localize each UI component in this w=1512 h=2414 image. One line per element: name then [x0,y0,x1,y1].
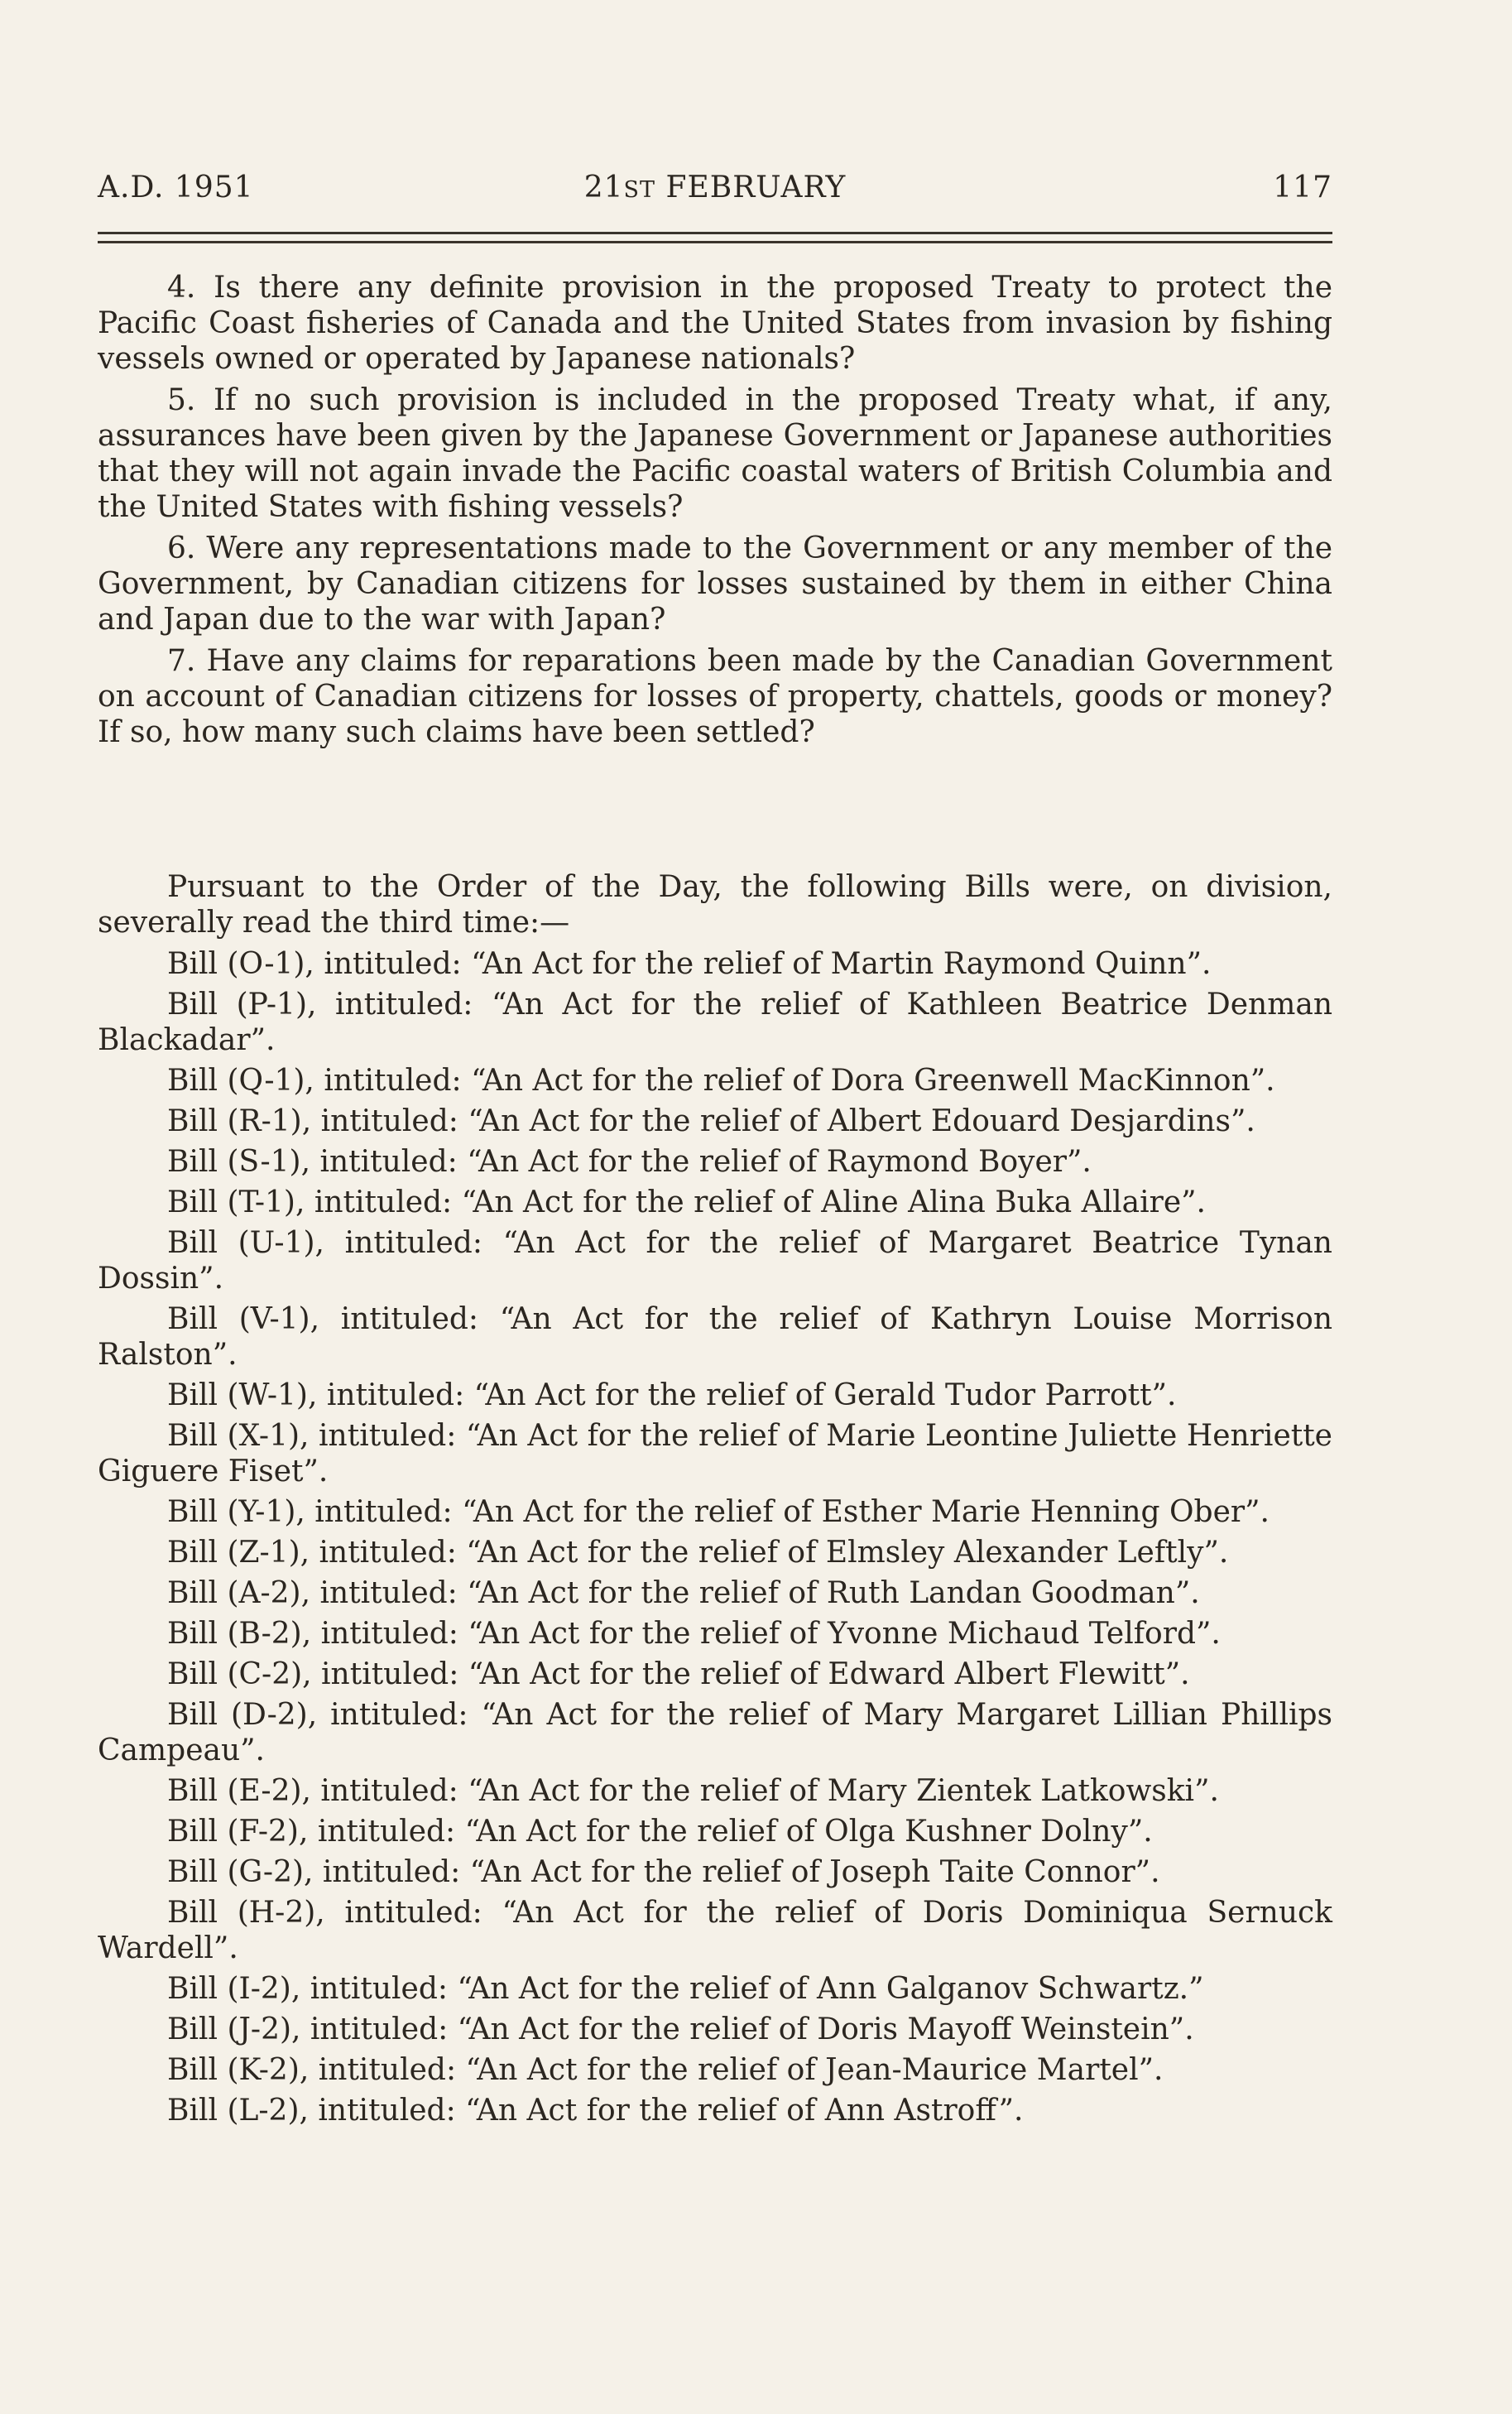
bills-section [98,869,1332,2133]
bill-item: Bill (F-2), intituled: “An Act for the relief of Olga Kushner Dolny”. [167,1815,1153,1849]
page-number: 117 [1273,171,1332,204]
bill-item: Bill (V-1), intituled: “An Act for the relief of Kathryn Louise Morrison Ralston”. [98,1302,1332,1372]
bill-item: Bill (X-1), intituled: “An Act for the relief of Marie Leontine Juliette Henriette Giguere Fiset”. [98,1419,1332,1488]
bill-item: Bill (R-1), intituled: “An Act for the relief of Albert Edouard Desjardins”. [167,1104,1255,1138]
bill-item: Bill (C-2), intituled: “An Act for the relief of Edward Albert Flewitt”. [167,1657,1190,1691]
header-year: A.D. 1951 [98,171,254,204]
header-date-day: 21 [583,171,624,204]
bill-item: Bill (O-1), intituled: “An Act for the relief of Martin Raymond Quinn”. [167,947,1212,981]
header-rule-top [98,232,1332,234]
header-rule-bottom [98,241,1332,243]
bill-item: Bill (I-2), intituled: “An Act for the relief of Ann Galganov Schwartz.” [167,1972,1204,2006]
bill-item: Bill (L-2), intituled: “An Act for the relief of Ann Astroff”. [167,2094,1024,2128]
question-5: 5. If no such provision is included in the proposed Treaty what, if any, assurances have been given by the Japanese Government or Japanese authorities that they will not again invade the Pacific coastal waters of British Columbia and the United States with fishing vessels? [98,383,1332,524]
bills-intro: Pursuant to the Order of the Day, the following Bills were, on division, severally read the third time:— [98,870,1332,940]
bill-item: Bill (H-2), intituled: “An Act for the relief of Doris Dominiqua Sernuck Wardell”. [98,1896,1332,1965]
bill-item: Bill (B-2), intituled: “An Act for the relief of Yvonne Michaud Telford”. [167,1617,1221,1651]
question-7: 7. Have any claims for reparations been made by the Canadian Government on account of Canadian citizens for losses of property, chattels, goods or money? If so, how many such claims have been settled? [98,644,1332,749]
bill-item: Bill (D-2), intituled: “An Act for the relief of Mary Margaret Lillian Phillips Campeau”. [98,1698,1332,1767]
bill-item: Bill (E-2), intituled: “An Act for the relief of Mary Zientek Latkowski”. [167,1774,1219,1808]
bill-item: Bill (Y-1), intituled: “An Act for the relief of Esther Marie Henning Ober”. [167,1495,1270,1529]
header-date [98,171,1332,204]
bill-item: Bill (G-2), intituled: “An Act for the relief of Joseph Taite Connor”. [167,1855,1160,1889]
questions-section [98,270,1332,756]
bill-item: Bill (S-1), intituled: “An Act for the relief of Raymond Boyer”. [167,1145,1092,1179]
header-date-suffix: ST [623,177,656,203]
bill-item: Bill (T-1), intituled: “An Act for the relief of Aline Alina Buka Allaire”. [167,1185,1206,1219]
bill-item: Bill (J-2), intituled: “An Act for the relief of Doris Mayoff Weinstein”. [167,2012,1194,2046]
bill-item: Bill (Z-1), intituled: “An Act for the relief of Elmsley Alexander Leftly”. [167,1536,1229,1570]
bill-item: Bill (U-1), intituled: “An Act for the relief of Margaret Beatrice Tynan Dossin”. [98,1226,1332,1296]
bill-item: Bill (Q-1), intituled: “An Act for the relief of Dora Greenwell MacKinnon”. [167,1064,1275,1098]
bill-item: Bill (K-2), intituled: “An Act for the relief of Jean-Maurice Martel”. [167,2053,1164,2087]
header-date-month: FEBRUARY [665,171,847,204]
question-4: 4. Is there any definite provision in the proposed Treaty to protect the Pacific Coast fisheries of Canada and the United States from invasion by fishing vessels owned or operated by Japanese nationals? [98,271,1332,376]
bill-item: Bill (W-1), intituled: “An Act for the relief of Gerald Tudor Parrott”. [167,1378,1177,1412]
running-header [98,171,1332,220]
question-6: 6. Were any representations made to the Government or any member of the Government, by Canadian citizens for losses sustained by them in either China and Japan due to the war with Japan? [98,531,1332,637]
bill-item: Bill (P-1), intituled: “An Act for the relief of Kathleen Beatrice Denman Blackadar”. [98,988,1332,1057]
bill-item: Bill (A-2), intituled: “An Act for the relief of Ruth Landan Goodman”. [167,1576,1200,1610]
